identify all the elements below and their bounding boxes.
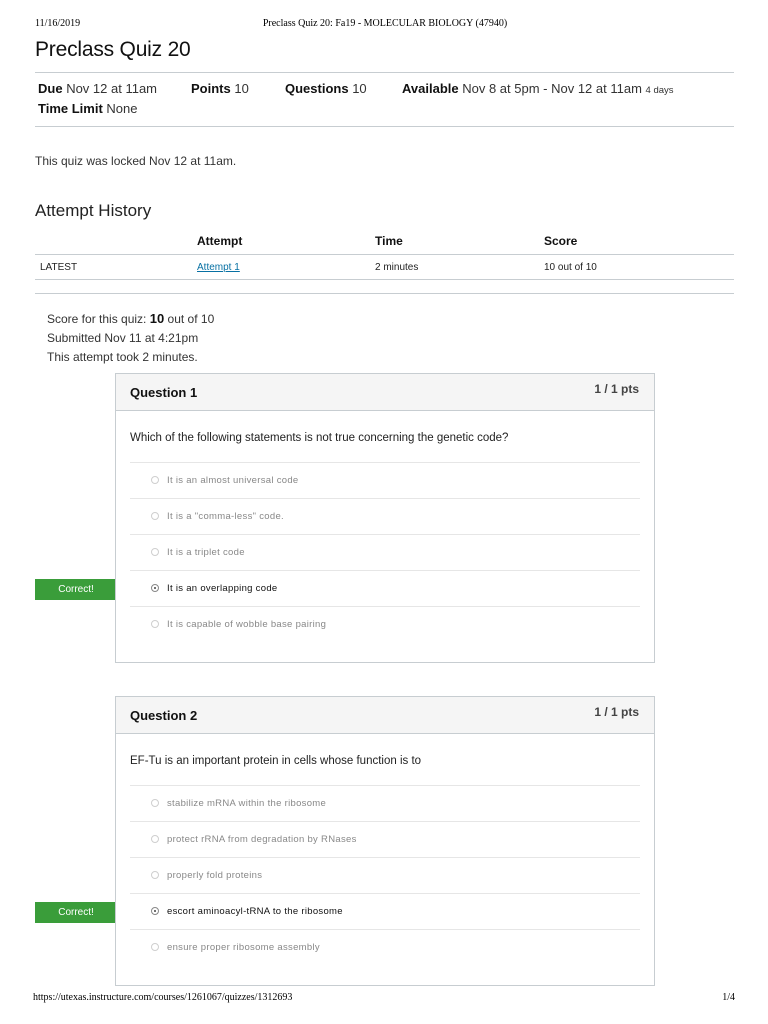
correct-indicator: Correct!	[35, 902, 117, 923]
radio-button[interactable]	[151, 548, 159, 556]
divider	[35, 72, 734, 73]
answer-option[interactable]: It is an almost universal code	[130, 462, 640, 498]
answer-option[interactable]: properly fold proteins	[130, 857, 640, 893]
duration-line: This attempt took 2 minutes.	[47, 350, 198, 364]
column-header: Attempt	[197, 234, 243, 248]
divider	[35, 126, 734, 127]
question-header	[116, 697, 654, 734]
column-header	[35, 230, 197, 255]
time-limit-info: Time Limit None	[38, 101, 138, 116]
column-header: Score	[544, 234, 578, 248]
column-header: Time	[375, 234, 403, 248]
answer-option-selected[interactable]: It is an overlapping code	[130, 570, 640, 606]
radio-button[interactable]	[151, 512, 159, 520]
radio-button[interactable]	[151, 943, 159, 951]
print-date: 11/16/2019	[35, 18, 81, 29]
table-header-row	[35, 230, 734, 255]
print-title: Preclass Quiz 20: Fa19 - MOLECULAR BIOLOGY (47940)	[262, 18, 508, 29]
page-title: Preclass Quiz 20	[35, 38, 191, 61]
locked-message: This quiz was locked Nov 12 at 11am.	[35, 154, 237, 168]
answer-list	[130, 785, 640, 965]
question-card	[115, 373, 655, 663]
question-card	[115, 696, 655, 986]
answer-option[interactable]: protect rRNA from degradation by RNases	[130, 821, 640, 857]
question-points: 1 / 1 pts	[594, 382, 639, 396]
submitted-line: Submitted Nov 11 at 4:21pm	[47, 331, 199, 345]
questions-info: Questions 10	[285, 81, 367, 96]
answer-option[interactable]: It is capable of wobble base pairing	[130, 606, 640, 642]
available-info: Available Nov 8 at 5pm - Nov 12 at 11am 4 days	[402, 81, 674, 96]
answer-list	[130, 462, 640, 642]
attempt-history-table	[35, 230, 734, 280]
attempt-score: 10 out of 10	[544, 255, 734, 280]
print-footer	[33, 992, 735, 1006]
answer-option[interactable]: stabilize mRNA within the ribosome	[130, 785, 640, 821]
latest-label: LATEST	[35, 255, 197, 280]
question-text: Which of the following statements is not true concerning the genetic code?	[130, 432, 509, 444]
question-title: Question 2	[130, 708, 198, 723]
table-row	[35, 255, 734, 280]
radio-button[interactable]	[151, 871, 159, 879]
points-info: Points 10	[191, 81, 249, 96]
radio-button[interactable]	[151, 835, 159, 843]
attempt-history-heading: Attempt History	[35, 201, 152, 220]
radio-button-selected[interactable]	[151, 584, 159, 592]
radio-button[interactable]	[151, 620, 159, 628]
divider	[35, 293, 734, 294]
answer-option[interactable]: It is a triplet code	[130, 534, 640, 570]
radio-button[interactable]	[151, 476, 159, 484]
correct-indicator: Correct!	[35, 579, 117, 600]
attempt-link[interactable]: Attempt 1	[197, 261, 240, 273]
score-line: Score for this quiz: 10 out of 10	[47, 311, 215, 326]
answer-option-selected[interactable]: escort aminoacyl-tRNA to the ribosome	[130, 893, 640, 929]
radio-button[interactable]	[151, 799, 159, 807]
question-text: EF-Tu is an important protein in cells whose function is to	[130, 755, 422, 767]
question-title: Question 1	[130, 385, 198, 400]
attempt-time: 2 minutes	[375, 255, 544, 280]
quiz-details	[38, 81, 734, 119]
radio-button-selected[interactable]	[151, 907, 159, 915]
answer-option[interactable]: ensure proper ribosome assembly	[130, 929, 640, 965]
score-summary	[47, 309, 214, 367]
print-header	[35, 18, 735, 32]
question-points: 1 / 1 pts	[594, 705, 639, 719]
answer-option[interactable]: It is a "comma-less" code.	[130, 498, 640, 534]
page-number: 1/4	[722, 992, 735, 1003]
due-info: Due Nov 12 at 11am	[38, 81, 157, 96]
question-header	[116, 374, 654, 411]
print-url: https://utexas.instructure.com/courses/1261067/quizzes/1312693	[33, 992, 293, 1003]
